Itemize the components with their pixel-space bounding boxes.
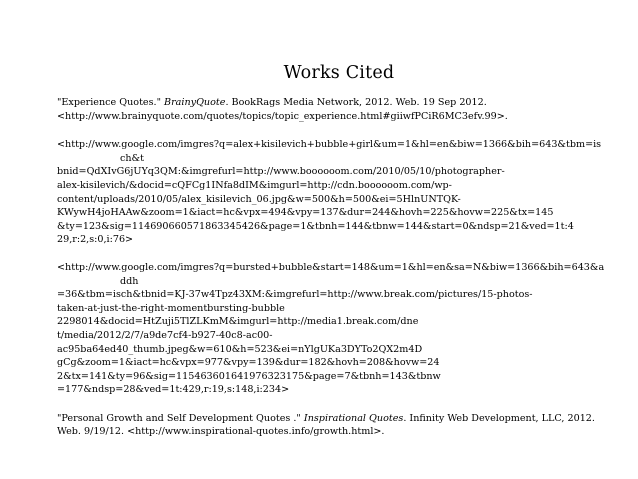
citation-url-line: =177&ndsp=28&ved=1t:429,r:19,s:148,i:234>	[57, 384, 290, 396]
citation-url-line: <http://www.google.com/imgres?q=alex+kisilevich+bubble+girl&um=1&hl=en&biw=1366&bih=643&tbm=isch&t	[57, 139, 602, 164]
works-cited-list	[57, 96, 605, 449]
citation-url-line: ac95ba64ed40_thumb.jpeg&w=610&h=523&ei=nYlgUKa3DYTo2QX2m4D	[57, 343, 423, 355]
citation-google-image-bursted-bubble	[57, 261, 605, 397]
citation-personal-growth-quotes	[57, 412, 605, 439]
citation-text: "Personal Growth and Self Development Quotes ."	[57, 412, 304, 424]
citation-url-line: 29,r:2,s:0,i:76>	[57, 234, 134, 246]
citation-url-line: taken-at-just-the-right-momentbursting-bubble	[57, 302, 285, 314]
citation-url-line: KWywH4joHAAw&zoom=1&iact=hc&vpx=494&vpy=137&dur=244&hovh=225&hovw=225&tx=145	[57, 207, 554, 219]
citation-url-line: <http://www.google.com/imgres?q=bursted+bubble&start=148&um=1&hl=en&sa=N&biw=1366&bih=643&addh	[57, 261, 605, 287]
citation-url: <http://www.brainyquote.com/quotes/topics/topic_experience.html#giiwfPCiR6MC3efv.99>.	[57, 110, 508, 122]
citation-url-line: gCg&zoom=1&iact=hc&vpx=977&vpy=139&dur=182&hovh=208&hovw=24	[57, 357, 440, 369]
citation-url-line: &ty=123&sig=114690660571863345426&page=1&tbnh=144&tbnw=144&start=0&ndsp=21&ved=1t:4	[57, 220, 574, 232]
citation-url-line: =36&tbm=isch&tbnid=KJ-37w4Tpz43XM:&imgrefurl=http://www.break.com/pictures/15-photos-	[57, 289, 533, 301]
citation-url-line: 2298014&docid=HtZuji5TlZLKmM&imgurl=http://media1.break.com/dne	[57, 316, 419, 328]
citation-text: "Experience Quotes."	[57, 97, 165, 108]
citation-text: . BookRags Media Network, 2012. Web. 19 Sep 2012.	[225, 97, 487, 108]
citation-url-line: alex-kisilevich/&docid=cQFCg1INfa8dIM&imgurl=http://cdn.boooooom.com/wp-	[57, 179, 452, 191]
citation-url-line: 2&tx=141&ty=96&sig=115463601641976323175&page=7&tbnh=143&tbnw	[57, 370, 441, 382]
citation-text: . Infinity Web Development, LLC, 2012.	[403, 412, 595, 424]
citation-google-image-alex-kisilevich	[57, 138, 605, 247]
citation-url-line: content/uploads/2010/05/alex_kisilevich_06.jpg&w=500&h=500&ei=5HlnUNTQK-	[57, 193, 461, 205]
citation-url: Web. 9/19/12. <http://www.inspirational-quotes.info/growth.html>.	[57, 426, 385, 438]
citation-source-title: BrainyQuote	[164, 97, 226, 108]
citation-source-title: Inspirational Quotes	[303, 412, 404, 424]
citation-experience-quotes	[57, 96, 605, 123]
slide-title: Works Cited	[283, 63, 395, 83]
citation-url-line: bnid=QdXIvG6jUYq3QM:&imgrefurl=http://www.boooooom.com/2010/05/10/photographer-	[57, 166, 505, 178]
citation-url-line: t/media/2012/2/7/a9de7cf4-b927-40c8-ac00-	[57, 329, 273, 341]
